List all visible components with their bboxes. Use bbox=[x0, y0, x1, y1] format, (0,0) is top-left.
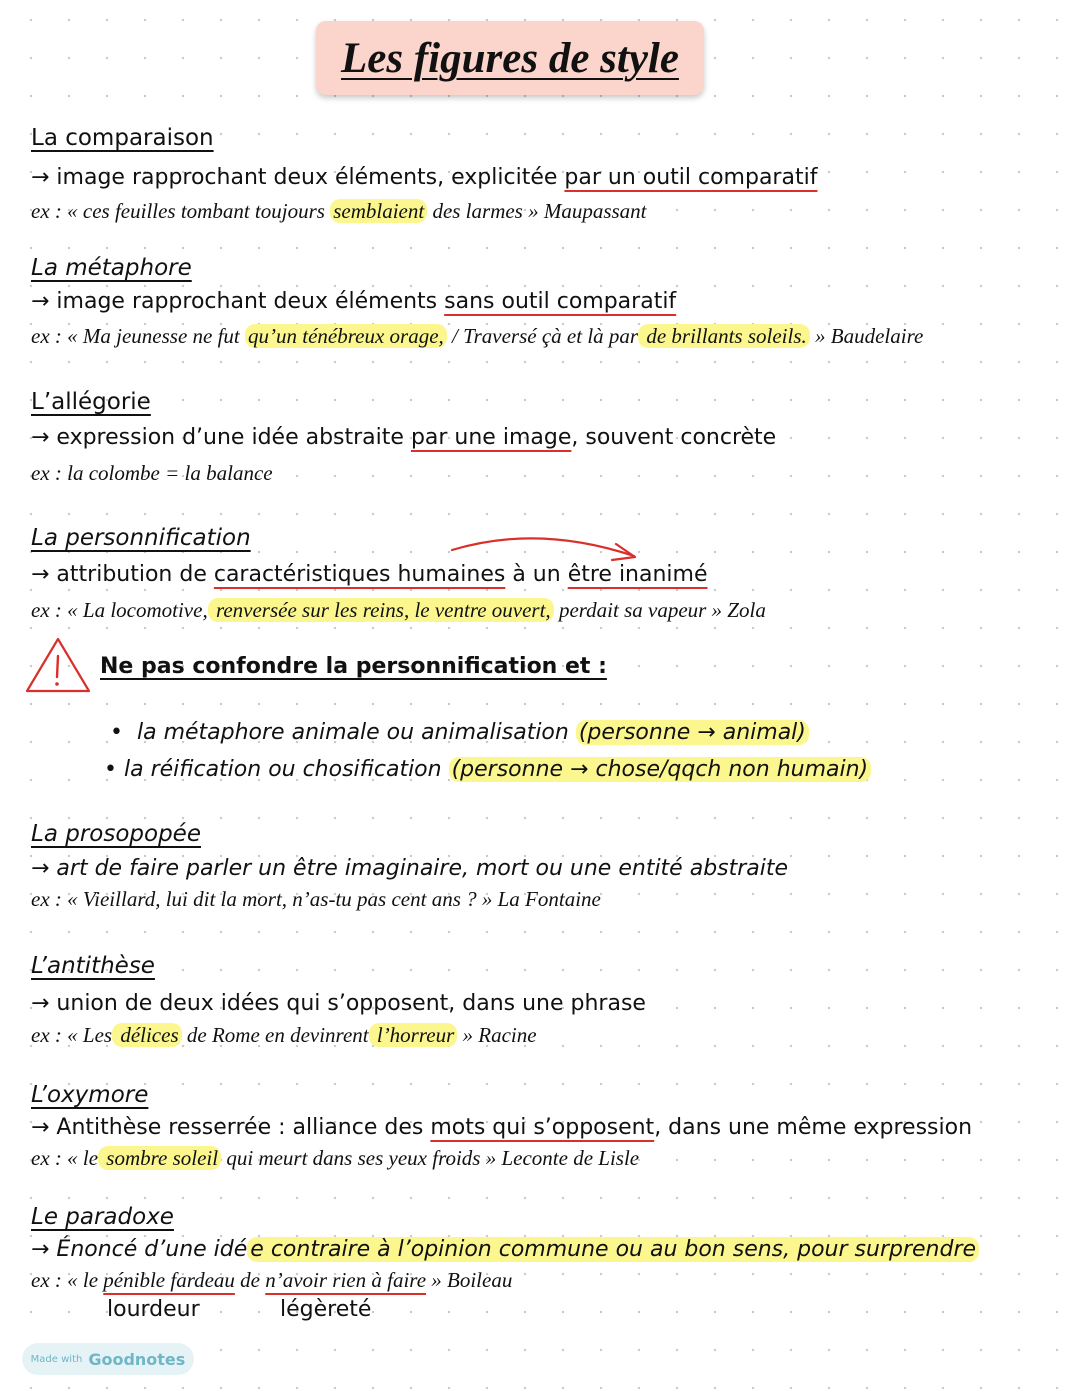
example-allegorie: ex : la colombe = la balance bbox=[31, 461, 273, 485]
highlight: renversée sur les reins, le ventre ouvert, bbox=[208, 598, 554, 622]
title-box bbox=[316, 21, 704, 95]
red-underline-text: n’avoir rien à faire bbox=[265, 1268, 427, 1292]
warning-bullet-2: • la réification ou chosification (personne → chose/qqch non humain) bbox=[104, 757, 871, 782]
red-underline-text: pénible fardeau bbox=[103, 1268, 235, 1292]
desc-metaphore: → image rapprochant deux éléments sans outil comparatif bbox=[31, 289, 677, 314]
red-underline-text: par une image bbox=[410, 425, 572, 450]
heading-paradoxe: Le paradoxe bbox=[31, 1204, 174, 1230]
highlight: de brillants soleils. bbox=[638, 324, 810, 348]
arrow-icon: → bbox=[31, 165, 50, 190]
example-personnification: ex : « La locomotive, renversée sur les reins, le ventre ouvert, perdait sa vapeur » Zola bbox=[31, 598, 766, 622]
desc-paradoxe: → Énoncé d’une idé e contraire à l’opinion commune ou au bon sens, pour surprendre bbox=[31, 1237, 979, 1262]
red-underline-text: par un outil comparatif bbox=[564, 165, 818, 190]
heading-allegorie: L’allégorie bbox=[31, 389, 151, 415]
warning-bullet-1: • la métaphore animale ou animalisation (personne → animal) bbox=[110, 720, 809, 745]
bullet-dot: • bbox=[104, 757, 117, 782]
red-underline-text: être inanimé bbox=[567, 562, 708, 587]
note-lourdeur: lourdeur bbox=[107, 1297, 200, 1322]
red-underline-text: caractéristiques humaines bbox=[213, 562, 506, 587]
heading-oxymore: L’oxymore bbox=[31, 1082, 149, 1108]
warning-triangle-icon bbox=[24, 636, 92, 694]
heading-antithese: L’antithèse bbox=[31, 953, 155, 979]
page-title: Les figures de style bbox=[341, 34, 679, 82]
curved-arrow-icon bbox=[448, 530, 644, 566]
highlight: l’horreur bbox=[369, 1023, 458, 1047]
desc-allegorie: → expression d’une idée abstraite par une image, souvent concrète bbox=[31, 425, 777, 450]
example-comparaison: ex : « ces feuilles tombant toujours semblaient des larmes » Maupassant bbox=[31, 199, 647, 223]
desc-comparaison: → image rapprochant deux éléments, explicitée par un outil comparatif bbox=[31, 165, 818, 190]
highlight: délices bbox=[112, 1023, 182, 1047]
desc-antithese: → union de deux idées qui s’opposent, dans une phrase bbox=[31, 991, 646, 1016]
goodnotes-badge[interactable] bbox=[22, 1343, 194, 1375]
red-underline-text: sans outil comparatif bbox=[444, 289, 677, 314]
highlight: semblaient bbox=[330, 199, 427, 223]
highlight: sombre soleil bbox=[98, 1146, 221, 1170]
warning-title: Ne pas confondre la personnification et : bbox=[100, 654, 607, 679]
heading-comparaison: La comparaison bbox=[31, 125, 214, 151]
example-oxymore: ex : « le sombre soleil qui meurt dans ses yeux froids » Leconte de Lisle bbox=[31, 1146, 640, 1170]
heading-metaphore: La métaphore bbox=[31, 255, 192, 281]
made-with-label: Made with bbox=[30, 1353, 83, 1365]
note-legerete: légèreté bbox=[280, 1297, 372, 1322]
example-paradoxe: ex : « le pénible fardeau de n’avoir rien à faire » Boileau bbox=[31, 1268, 513, 1292]
bullet-dot: • bbox=[110, 720, 123, 745]
example-prosopopee: ex : « Vieillard, lui dit la mort, n’as-tu pas cent ans ? » La Fontaine bbox=[31, 887, 601, 911]
desc-oxymore: → Antithèse resserrée : alliance des mots qui s’opposent, dans une même expression bbox=[31, 1115, 973, 1140]
red-underline-text: mots qui s’opposent bbox=[430, 1115, 655, 1140]
desc-prosopopee: → art de faire parler un être imaginaire, mort ou une entité abstraite bbox=[31, 856, 789, 881]
desc-personnification: → attribution de caractéristiques humaines à un être inanimé bbox=[31, 562, 708, 587]
example-metaphore: ex : « Ma jeunesse ne fut qu’un ténébreux orage, / Traversé çà et là par de brillants soleils. » Baudelaire bbox=[31, 324, 924, 348]
goodnotes-brand: Goodnotes bbox=[88, 1349, 186, 1369]
heading-personnification: La personnification bbox=[31, 525, 251, 551]
highlight: (personne → animal) bbox=[576, 720, 809, 745]
highlight: (personne → chose/qqch non humain) bbox=[449, 757, 872, 782]
highlight: e contraire à l’opinion commune ou au bon sens, pour surprendre bbox=[247, 1237, 979, 1262]
example-antithese: ex : « Les délices de Rome en devinrent l’horreur » Racine bbox=[31, 1023, 537, 1047]
highlight: qu’un ténébreux orage, bbox=[245, 324, 447, 348]
heading-prosopopee: La prosopopée bbox=[31, 821, 201, 847]
